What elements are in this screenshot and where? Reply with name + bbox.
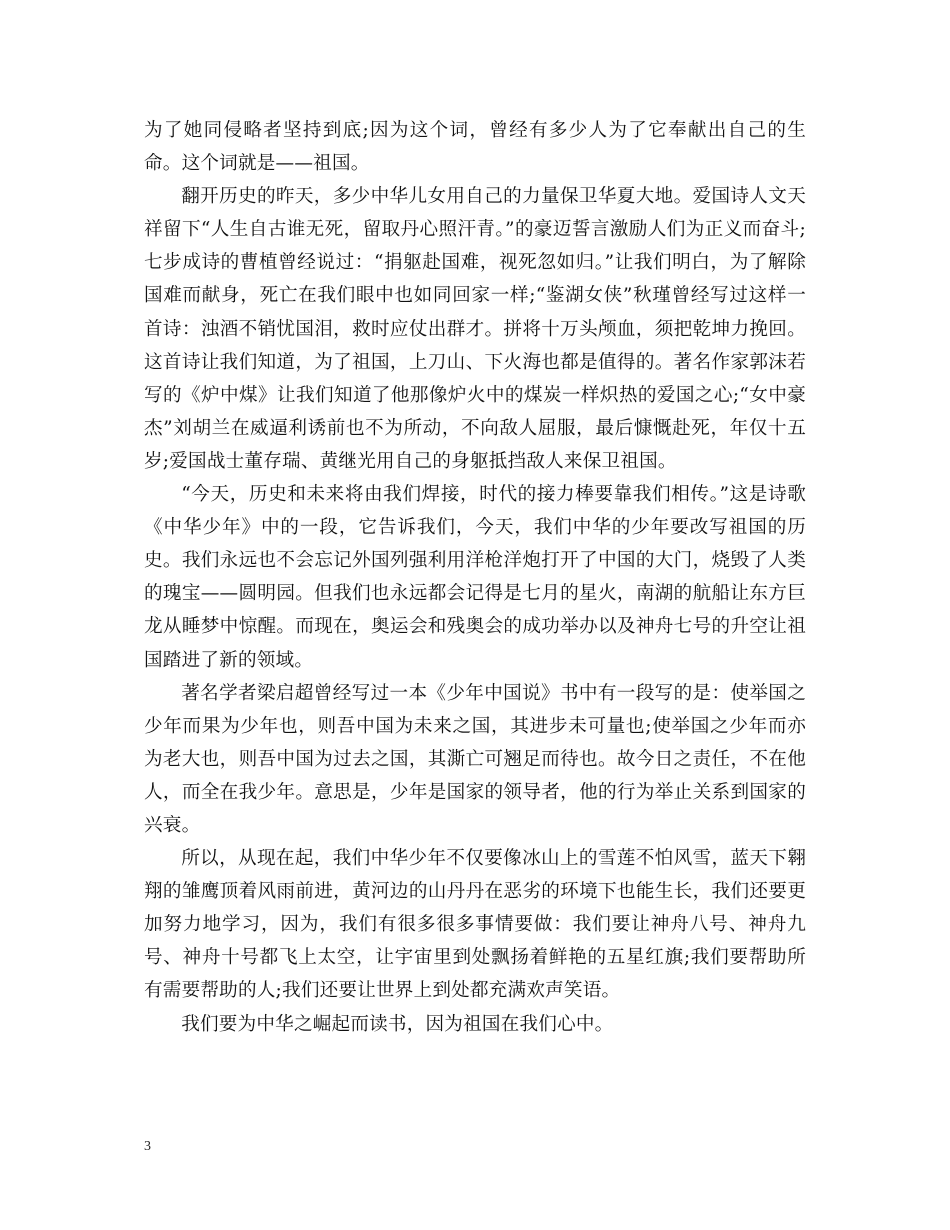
paragraph-1: 为了她同侵略者坚持到底;因为这个词，曾经有多少人为了它奉献出自己的生命。这个词就是——祖国。: [144, 120, 806, 175]
page-number: 3: [144, 1139, 151, 1154]
paragraph-2: 翻开历史的昨天，多少中华儿女用自己的力量保卫华夏大地。爱国诗人文天祥留下“人生自古谁无死，留取丹心照汗青。”的豪迈誓言激励人们为正义而奋斗;七步成诗的曹植曾经说过：“捐躯赴国难，视死忽如归。”让我们明白，为了解除国难而献身，死亡在我们眼中也如同回家一样;“鉴湖女侠”秋瑾曾经写过这样一首诗：浊酒不销忧国泪，救时应仗出群才。拼将十万头颅血，须把乾坤力挽回。这首诗让我们知道，为了祖国，上刀山、下火海也都是值得的。著名作家郭沫若写的《炉中煤》让我们知道了他那像炉火中的煤炭一样炽热的爱国之心;“女中豪杰”刘胡兰在威逼利诱前也不为所动，不向敌人屈服，最后慷慨赴死，年仅十五岁;爱国战士董存瑞、黄继光用自己的身躯抵挡敌人来保卫祖国。: [144, 186, 806, 472]
paragraph-4: 著名学者梁启超曾经写过一本《少年中国说》书中有一段写的是：使举国之少年而果为少年也，则吾中国为未来之国，其进步未可量也;使举国之少年而亦为老大也，则吾中国为过去之国，其澌亡可翘足而待也。故今日之责任，不在他人，而全在我少年。意思是，少年是国家的领导者，他的行为举止关系到国家的兴衰。: [144, 682, 806, 836]
paragraph-5: 所以，从现在起，我们中华少年不仅要像冰山上的雪莲不怕风雪，蓝天下翱翔的雏鹰顶着风雨前进，黄河边的山丹丹在恶劣的环境下也能生长，我们还要更加努力地学习，因为，我们有很多很多事情要做：我们要让神舟八号、神舟九号、神舟十号都飞上太空，让宇宙里到处飘扬着鲜艳的五星红旗;我们要帮助所有需要帮助的人;我们还要让世界上到处都充满欢声笑语。: [144, 848, 806, 1002]
paragraph-3: “今天，历史和未来将由我们焊接，时代的接力棒要靠我们相传。”这是诗歌《中华少年》中的一段，它告诉我们，今天，我们中华的少年要改写祖国的历史。我们永远也不会忘记外国列强利用洋枪洋炮打开了中国的大门，烧毁了人类的瑰宝——圆明园。但我们也永远都会记得是七月的星火，南湖的航船让东方巨龙从睡梦中惊醒。而现在，奥运会和残奥会的成功举办以及神舟七号的升空让祖国踏进了新的领域。: [144, 484, 806, 671]
paragraph-6: 我们要为中华之崛起而读书，因为祖国在我们心中。: [181, 1013, 614, 1035]
document-body: [144, 114, 806, 1041]
